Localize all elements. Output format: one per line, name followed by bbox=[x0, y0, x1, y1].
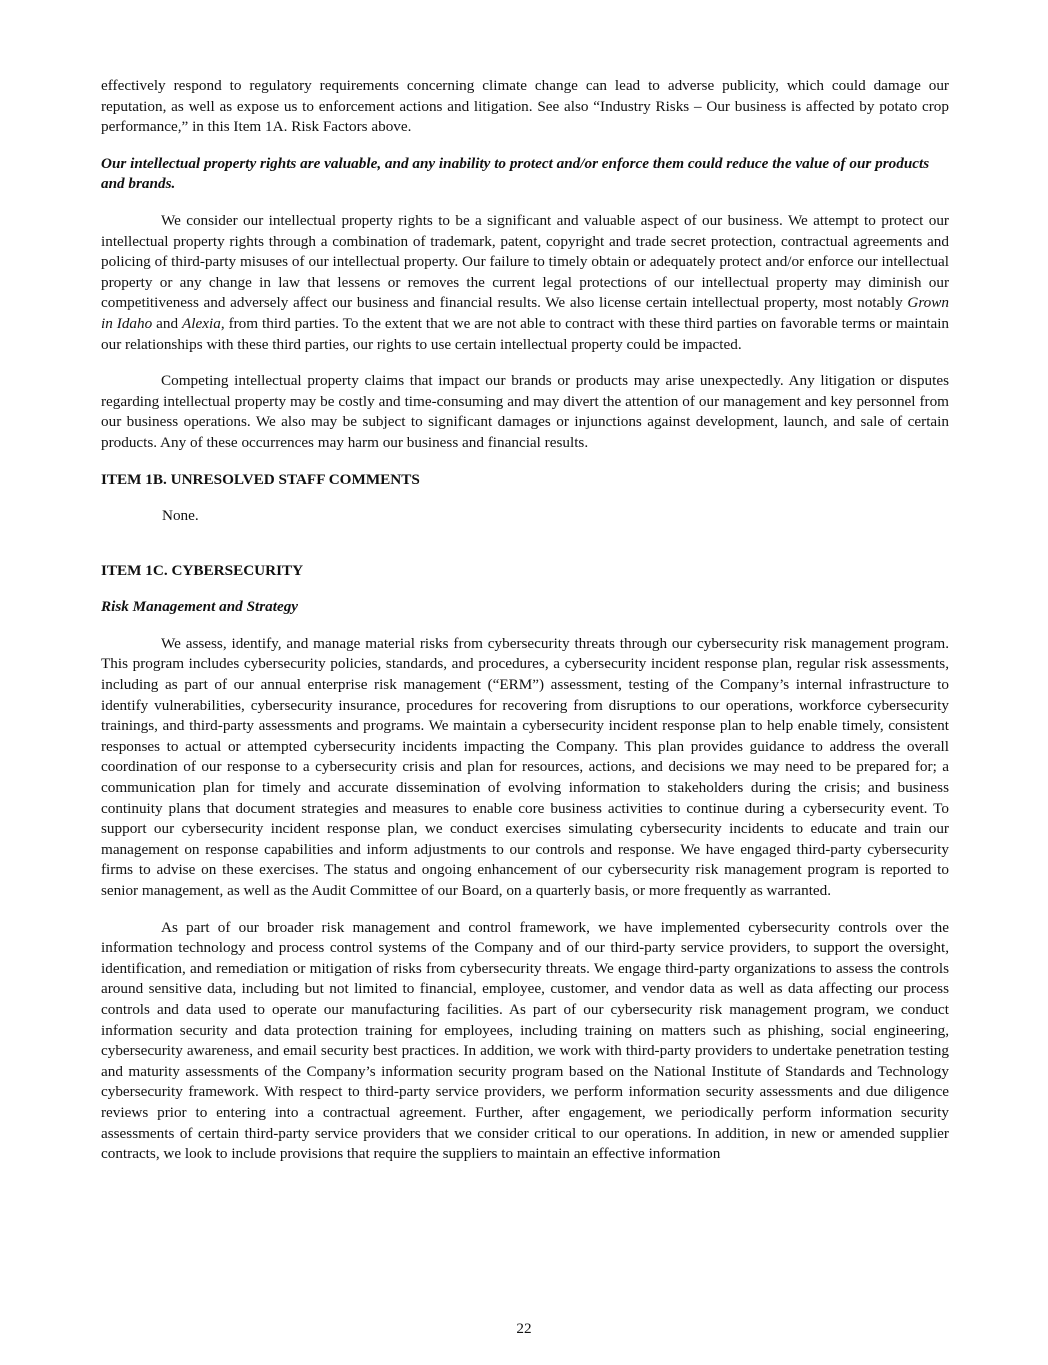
climate-risk-paragraph-end: effectively respond to regulatory requirements concerning climate change can lead to adverse publicity, which could damage our reputation, as well as expose us to enforcement actions and litigation. See also “Industry Risks – Our business is affected by potato crop performance,” in this Item 1A. Risk Factors above. bbox=[101, 77, 949, 136]
document-page bbox=[101, 76, 949, 1165]
ip-paragraph-1-text-a: We consider our intellectual property rights to be a significant and valuable aspect of our business. We attempt to protect our intellectual property rights through a combination of trademark, patent, copyright and trade secret protection, contractual agreements and policing of third-party misuses of our intellectual property. Our failure to timely obtain or adequately protect and/or enforce our intellectual property or any change in law that lessens or removes the current legal protections of our intellectual property may diminish our competitiveness and adversely affect our business and financial results. We also license certain intellectual property, most notably bbox=[101, 211, 949, 312]
cybersecurity-paragraph-1: We assess, identify, and manage material risks from cybersecurity threats through our cybersecurity risk management program. This program includes cybersecurity policies, standards, and procedures, a cybersecurity incident response plan, regular risk assessments, including as part of our annual enterprise risk management (“ERM”) assessment, testing of the Company’s internal infrastructure to identify vulnerabilities, cybersecurity insurance, procedures for recovering from disruptions to our operations, workforce cybersecurity trainings, and third-party assessments and programs. We maintain a cybersecurity incident response plan to help enable timely, consistent responses to actual or attempted cybersecurity incidents impacting the Company. This plan provides guidance to address the overall coordination of our response to a cybersecurity crisis and plan for resources, actions, and decisions we may need to be prepared for; a communication plan for timely and accurate dissemination of evolving information to stakeholders during the crisis; and business continuity plans that document strategies and measures to enable core business activities to continue during a cybersecurity event. To support our cybersecurity incident response plan, we conduct exercises simulating cybersecurity incidents to educate and train our management on response capabilities and inform adjustments to our controls and response. We have engaged third-party cybersecurity firms to advise on these exercises. The status and ongoing enhancement of our cybersecurity risk management program is reported to senior management, as well as the Audit Committee of our Board, on a quarterly basis, or more frequently as warranted. bbox=[101, 634, 949, 899]
ip-paragraph-1-text-and: and bbox=[152, 314, 183, 332]
cybersecurity-paragraph-2: As part of our broader risk management and control framework, we have implemented cybersecurity controls over the information technology and process control systems of the Company and of our third-party service providers, to support the oversight, identification, and remediation or mitigation of risks from cybersecurity threats. We engage third-party organizations to assess the controls around sensitive data, including but not limited to financial, employee, customer, and vendor data as well as data affecting our process controls and data used to operate our manufacturing facilities. As part of our cybersecurity risk management program, we conduct information security and data protection training for employees, including training on matters such as phishing, social engineering, cybersecurity awareness, and email security best practices. In addition, we work with third-party providers to undertake penetration testing and maturity assessments of the Company’s information security program based on the National Institute of Standards and Technology cybersecurity framework. With respect to third-party service providers, we perform information security assessments and due diligence reviews prior to entering into a contractual agreement. Further, after engagement, we periodically perform information security assessments of certain third-party service providers that we consider critical to our operations. In addition, in new or amended supplier contracts, we look to include provisions that require the suppliers to maintain an effective information bbox=[101, 918, 949, 1163]
brand-alexia: Alexia bbox=[182, 314, 221, 332]
page-number: 22 bbox=[516, 1320, 532, 1337]
item-1c-heading: ITEM 1C. CYBERSECURITY bbox=[101, 561, 304, 579]
item-1b-heading: ITEM 1B. UNRESOLVED STAFF COMMENTS bbox=[101, 470, 420, 488]
ip-paragraph-2: Competing intellectual property claims that impact our brands or products may arise unexpectedly. Any litigation or disputes regarding intellectual property may be costly and time-consuming and may divert the attention of our management and key personnel from our business operations. We also may be subject to significant damages or injunctions against development, launch, and sale of certain products. Any of these occurrences may harm our business and financial results. bbox=[101, 372, 949, 451]
ip-paragraph-1 bbox=[101, 211, 949, 355]
item-1b-body: None. bbox=[162, 507, 199, 525]
risk-management-heading: Risk Management and Strategy bbox=[101, 598, 299, 616]
brand-grown-in-idaho: Grown in Idaho bbox=[101, 294, 949, 332]
ip-paragraph-1-text-b: , from third parties. To the extent that we are not able to contract with these third parties on favorable terms or maintain our relationships with these third parties, our rights to use certain intellectual property could be impacted. bbox=[101, 314, 950, 353]
ip-risk-heading: Our intellectual property rights are valuable, and any inability to protect and/or enforce them could reduce the value of our products and brands. bbox=[101, 154, 930, 193]
